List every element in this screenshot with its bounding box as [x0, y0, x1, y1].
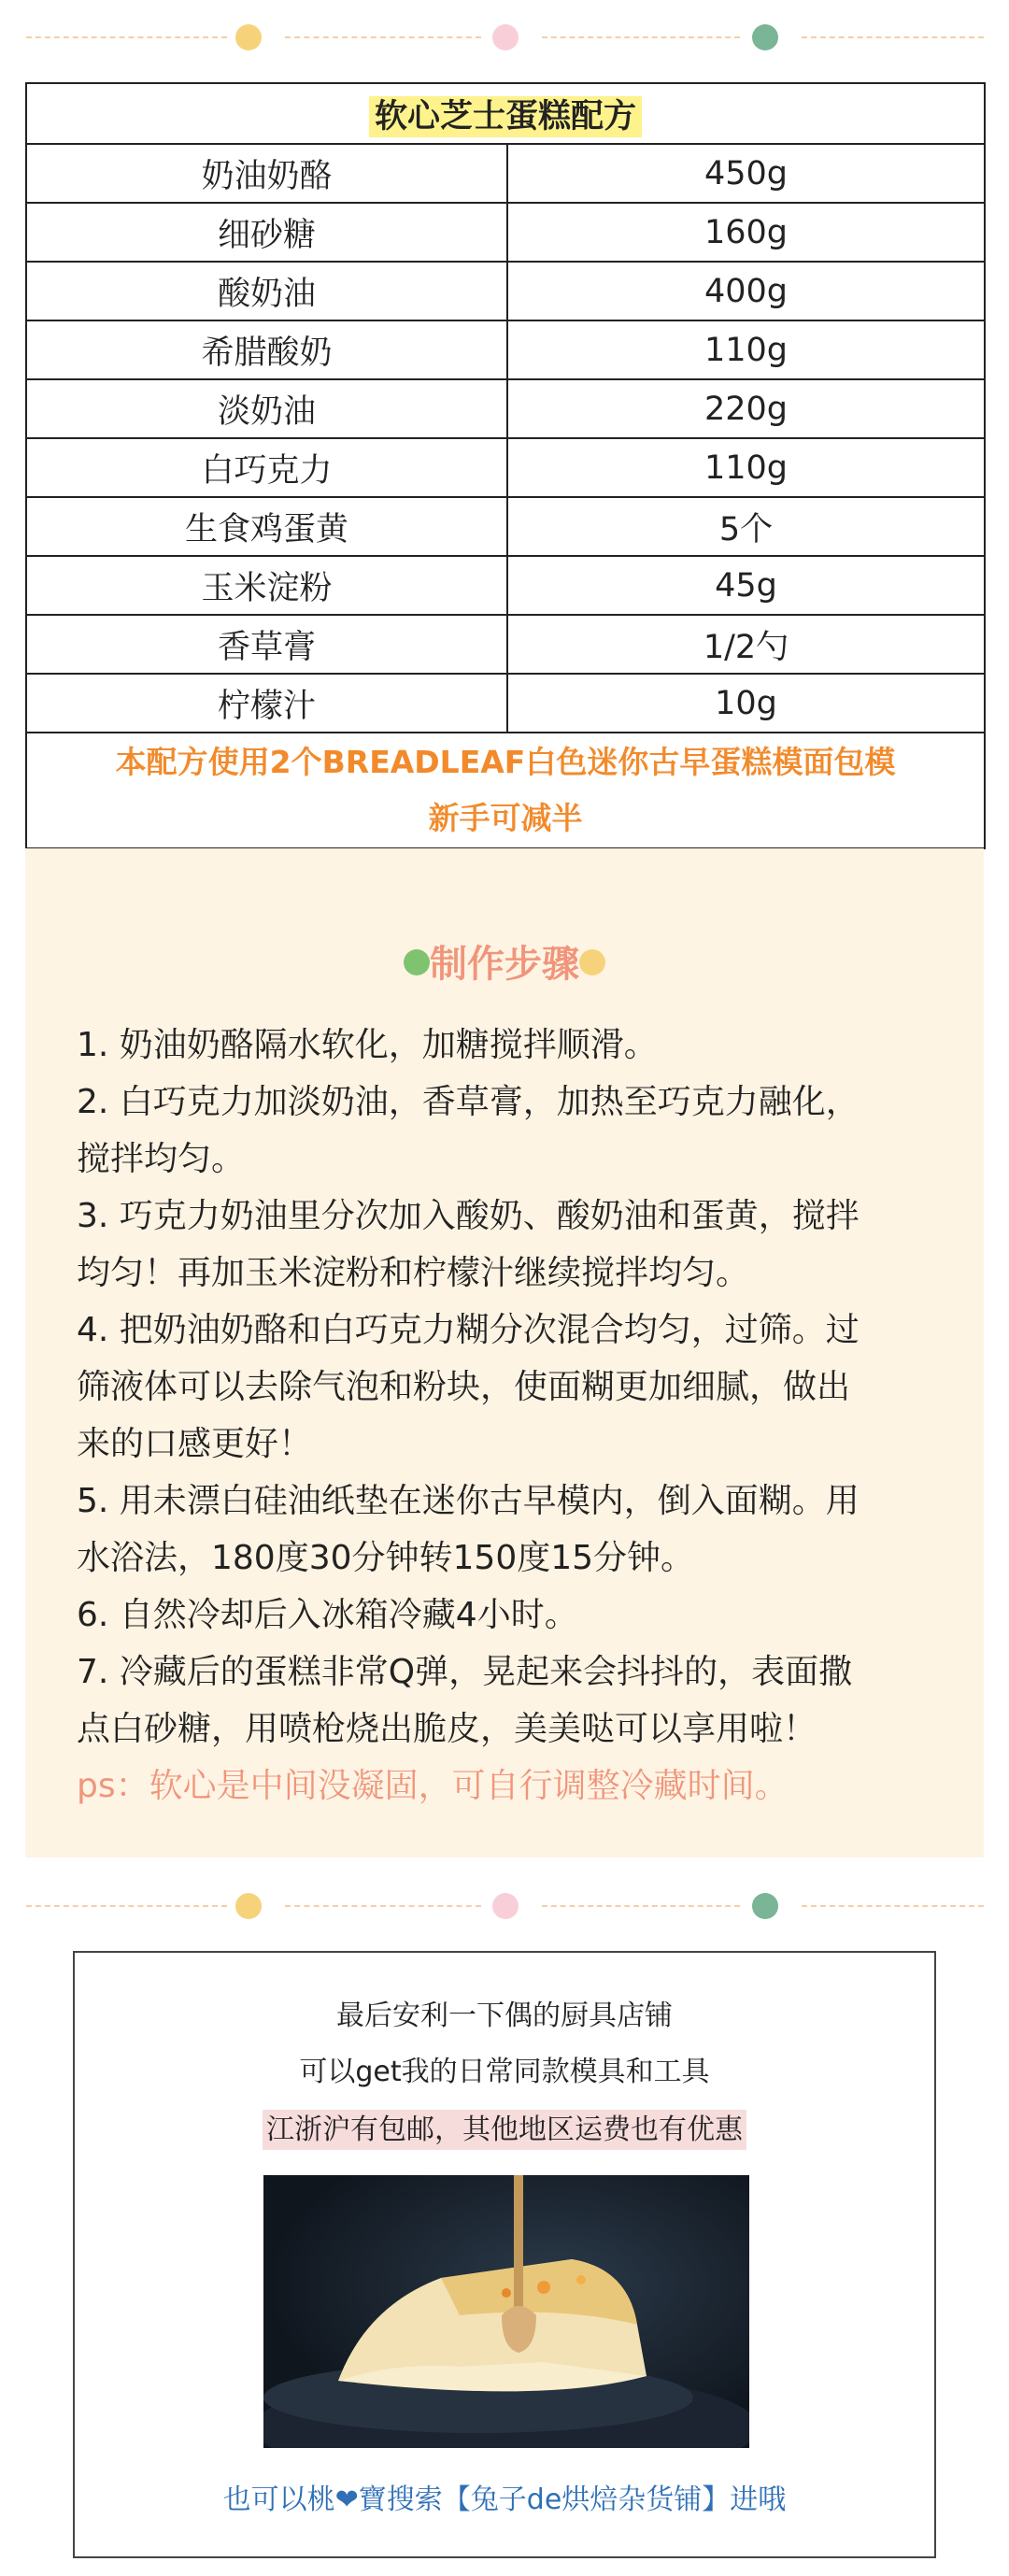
step-line: 5. 用未漂白硅油纸垫在迷你古早模内，倒入面糊。用: [77, 1482, 860, 1520]
step-line: 1. 奶油奶酪隔水软化，加糖搅拌顺滑。: [77, 1026, 658, 1064]
shop-search-link[interactable]: 也可以桃❤寶搜索【兔子de烘焙杂货铺】进哦: [222, 2483, 787, 2516]
ingredient-amount: 450g: [507, 144, 985, 203]
ingredient-amount: 160g: [507, 203, 985, 262]
ingredient-name: 细砂糖: [26, 203, 507, 262]
ingredient-name: 白巧克力: [26, 438, 507, 497]
recipe-table: [25, 82, 986, 849]
step-line: 筛液体可以去除气泡和粉块，使面糊更加细腻，做出: [77, 1368, 851, 1406]
table-row: [26, 556, 985, 615]
step-line: 来的口感更好！: [77, 1425, 313, 1463]
ingredient-name: 酸奶油: [26, 262, 507, 320]
pink-dot-icon: [492, 1893, 519, 1919]
cheesecake-photo: [263, 2175, 749, 2448]
step-line: 水浴法，180度30分钟转150度15分钟。: [77, 1539, 695, 1577]
ingredient-amount: 5个: [507, 497, 985, 556]
pink-dot-icon: [492, 24, 519, 50]
table-row: [26, 379, 985, 438]
ingredient-name: 希腊酸奶: [26, 320, 507, 379]
recipe-note: [26, 733, 985, 848]
step-line: 均匀！再加玉米淀粉和柠檬汁继续搅拌均匀。: [77, 1254, 750, 1292]
ingredient-amount: 400g: [507, 262, 985, 320]
ingredient-name: 淡奶油: [26, 379, 507, 438]
recipe-note-line2: 新手可减半: [428, 800, 583, 836]
step-line: 2. 白巧克力加淡奶油，香草膏，加热至巧克力融化，: [77, 1083, 860, 1121]
shop-intro: 最后安利一下偶的厨具店铺: [336, 2000, 673, 2032]
step-line: 点白砂糖，用喷枪烧出脆皮，美美哒可以享用啦！: [77, 1710, 817, 1748]
ingredient-amount: 10g: [507, 674, 985, 733]
steps-list: [77, 1017, 955, 1815]
step-line: 3. 巧克力奶油里分次加入酸奶、酸奶油和蛋黄，搅拌: [77, 1197, 860, 1235]
bottom-divider: [0, 1887, 1009, 1925]
ingredient-amount: 220g: [507, 379, 985, 438]
yellow-dot-icon: [235, 1893, 262, 1919]
ingredient-amount: 1/2勺: [507, 615, 985, 674]
shop-box: [73, 1951, 936, 2558]
yellow-bullet-icon: [579, 949, 605, 975]
table-row: [26, 320, 985, 379]
ingredient-amount: 45g: [507, 556, 985, 615]
top-divider: [0, 19, 1009, 56]
shipping-highlight: 江浙沪有包邮，其他地区运费也有优惠: [263, 2110, 746, 2150]
table-row: [26, 615, 985, 674]
table-row: [26, 262, 985, 320]
step-line: 6. 自然冷却后入冰箱冷藏4小时。: [77, 1596, 578, 1634]
steps-heading: 制作步骤: [25, 934, 984, 988]
green-dot-icon: [752, 1893, 778, 1919]
step-line: 7. 冷藏后的蛋糕非常Q弹，晃起来会抖抖的，表面撒: [77, 1653, 853, 1691]
table-row: [26, 674, 985, 733]
ps-note: ps：软心是中间没凝固，可自行调整冷藏时间。: [77, 1767, 789, 1805]
green-bullet-icon: [404, 949, 430, 975]
cheesecake-illustration: [263, 2175, 749, 2448]
green-dot-icon: [752, 24, 778, 50]
table-row: [26, 438, 985, 497]
step-line: 4. 把奶油奶酪和白巧克力糊分次混合均匀，过筛。过: [77, 1311, 860, 1349]
recipe-title: 软心芝士蛋糕配方: [26, 83, 985, 144]
shop-shipping: [75, 2106, 934, 2147]
yellow-dot-icon: [235, 24, 262, 50]
step-line: 搅拌均匀。: [77, 1140, 246, 1178]
shop-tools: 可以get我的日常同款模具和工具: [299, 2056, 710, 2088]
ingredient-amount: 110g: [507, 438, 985, 497]
table-row: [26, 203, 985, 262]
ingredient-name: 生食鸡蛋黄: [26, 497, 507, 556]
ingredient-name: 玉米淀粉: [26, 556, 507, 615]
ingredient-amount: 110g: [507, 320, 985, 379]
ingredient-name: 柠檬汁: [26, 674, 507, 733]
ingredient-name: 香草膏: [26, 615, 507, 674]
table-row: [26, 144, 985, 203]
table-row: [26, 497, 985, 556]
steps-section: [25, 848, 984, 1857]
recipe-note-line1: 本配方使用2个BREADLEAF白色迷你古早蛋糕模面包模: [115, 744, 896, 780]
ingredient-name: 奶油奶酪: [26, 144, 507, 203]
